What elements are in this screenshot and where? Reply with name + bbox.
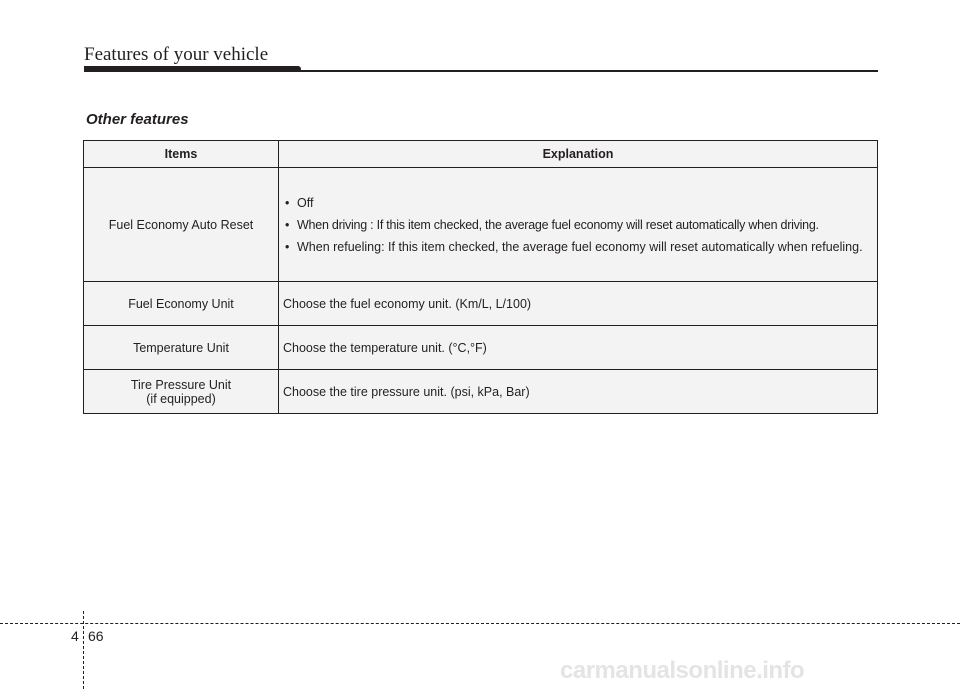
column-header-explanation: Explanation: [279, 141, 878, 168]
explanation-cell: Choose the tire pressure unit. (psi, kPa, Bar): [279, 370, 878, 414]
bullet-item: • When driving : If this item checked, the average fuel economy will reset automatically when driving.: [283, 217, 873, 233]
table-row: [84, 326, 878, 370]
chapter-number: 4: [71, 628, 79, 644]
watermark: carmanualsonline.info: [560, 657, 805, 684]
explanation-cell: [279, 168, 878, 282]
item-note: (if equipped): [146, 391, 216, 406]
explanation-cell: Choose the temperature unit. (°C,°F): [279, 326, 878, 370]
table-row: [84, 168, 878, 282]
page-number: 66: [88, 628, 104, 644]
table-row: [84, 282, 878, 326]
explanation-cell: Choose the fuel economy unit. (Km/L, L/100): [279, 282, 878, 326]
header-rule: [84, 70, 878, 72]
item-label: Tire Pressure Unit: [130, 377, 232, 392]
item-cell: Fuel Economy Auto Reset: [84, 168, 279, 282]
page-header-title: Features of your vehicle: [84, 44, 269, 65]
footer-dashed-rule: [0, 623, 960, 624]
item-cell: [84, 370, 279, 414]
bullet-item: • When refueling: If this item checked, the average fuel economy will reset automatically when refueling.: [283, 239, 873, 255]
footer-dashed-divider: [83, 611, 84, 689]
table-row: [84, 370, 878, 414]
section-title: Other features: [86, 111, 189, 128]
item-cell: Temperature Unit: [84, 326, 279, 370]
table-header-row: [84, 141, 878, 168]
column-header-items: Items: [84, 141, 279, 168]
features-table: [83, 140, 878, 414]
bullet-list: [283, 195, 873, 255]
item-cell: Fuel Economy Unit: [84, 282, 279, 326]
bullet-item: • Off: [283, 195, 873, 211]
